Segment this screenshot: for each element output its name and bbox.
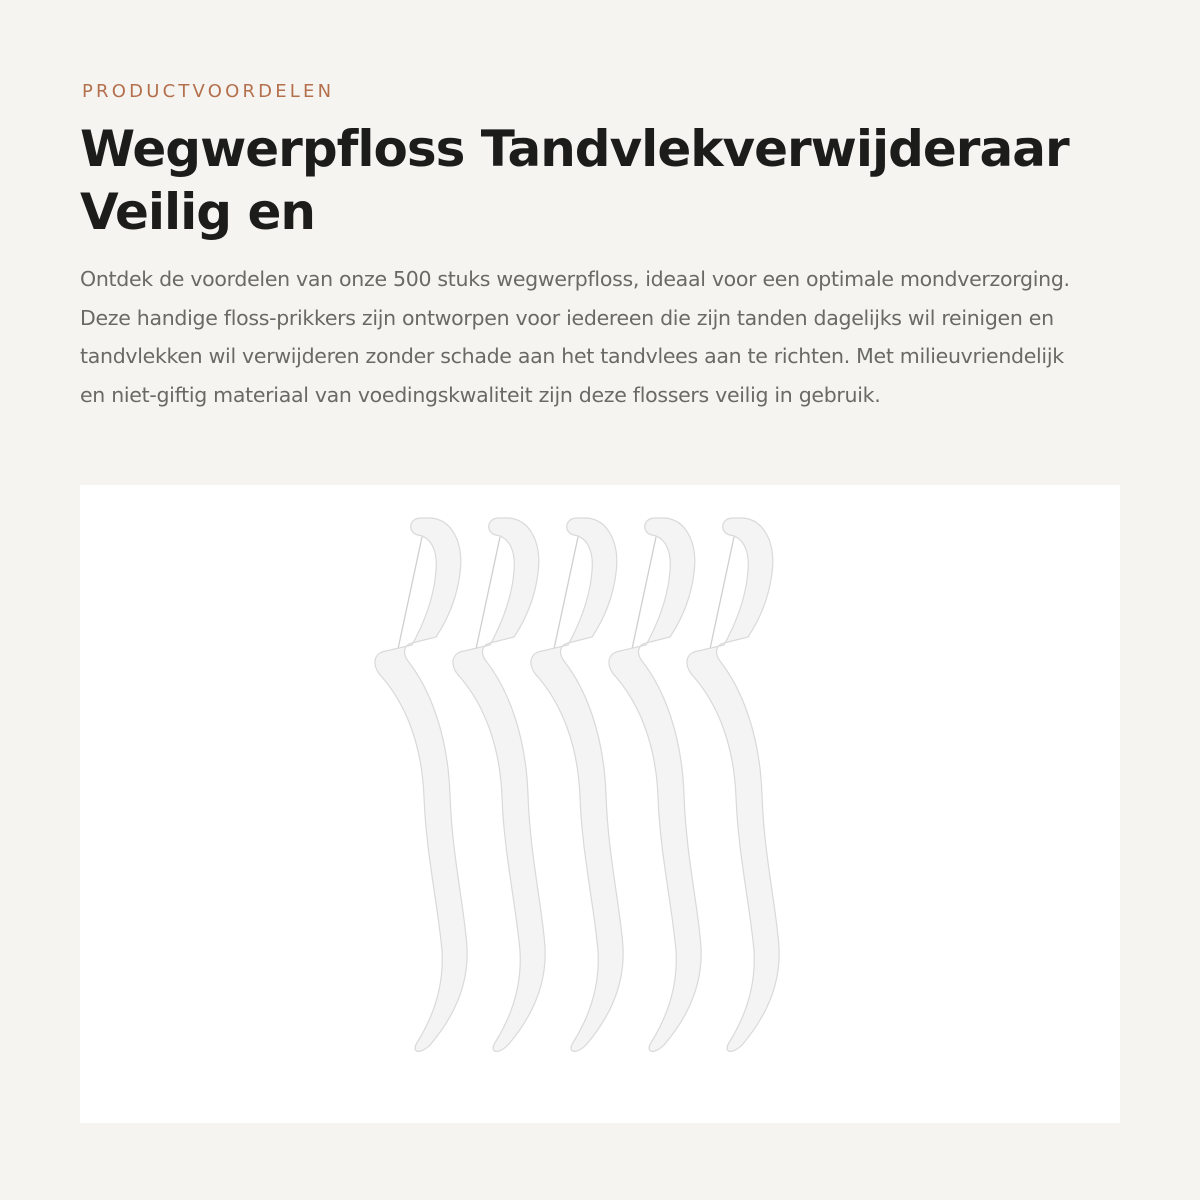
floss-pick-body [531,518,623,1051]
product-benefits-section [80,0,1120,1200]
floss-pick-body [375,518,467,1051]
section-description: Ontdek de voordelen van onze 500 stuks wegwerpfloss, ideaal voor een optimale mondverzorging. Deze handige floss-prikkers zijn ontworpen voor iedereen die zijn tanden dagelijks wil reinigen en tandvlekken wil verwijderen zonder schade aan het tandvlees aan te richten. Met milieuvriendelijk en niet-giftig materiaal van voedingskwaliteit zijn deze flossers veilig in gebruik. [80,267,1070,407]
floss-pick-3 [531,518,623,1051]
floss-pick-5 [687,518,779,1051]
floss-pick-body [687,518,779,1051]
floss-picks-illustration [80,485,1120,1123]
section-eyebrow: PRODUCTVOORDELEN [82,81,335,102]
section-headline: Wegwerpfloss Tandvlekverwijderaar Veilig en [80,120,1069,241]
product-image [80,485,1120,1123]
floss-pick-2 [453,518,545,1051]
floss-pick-1 [375,518,467,1051]
floss-pick-body [453,518,545,1051]
floss-pick-body [609,518,701,1051]
floss-pick-4 [609,518,701,1051]
